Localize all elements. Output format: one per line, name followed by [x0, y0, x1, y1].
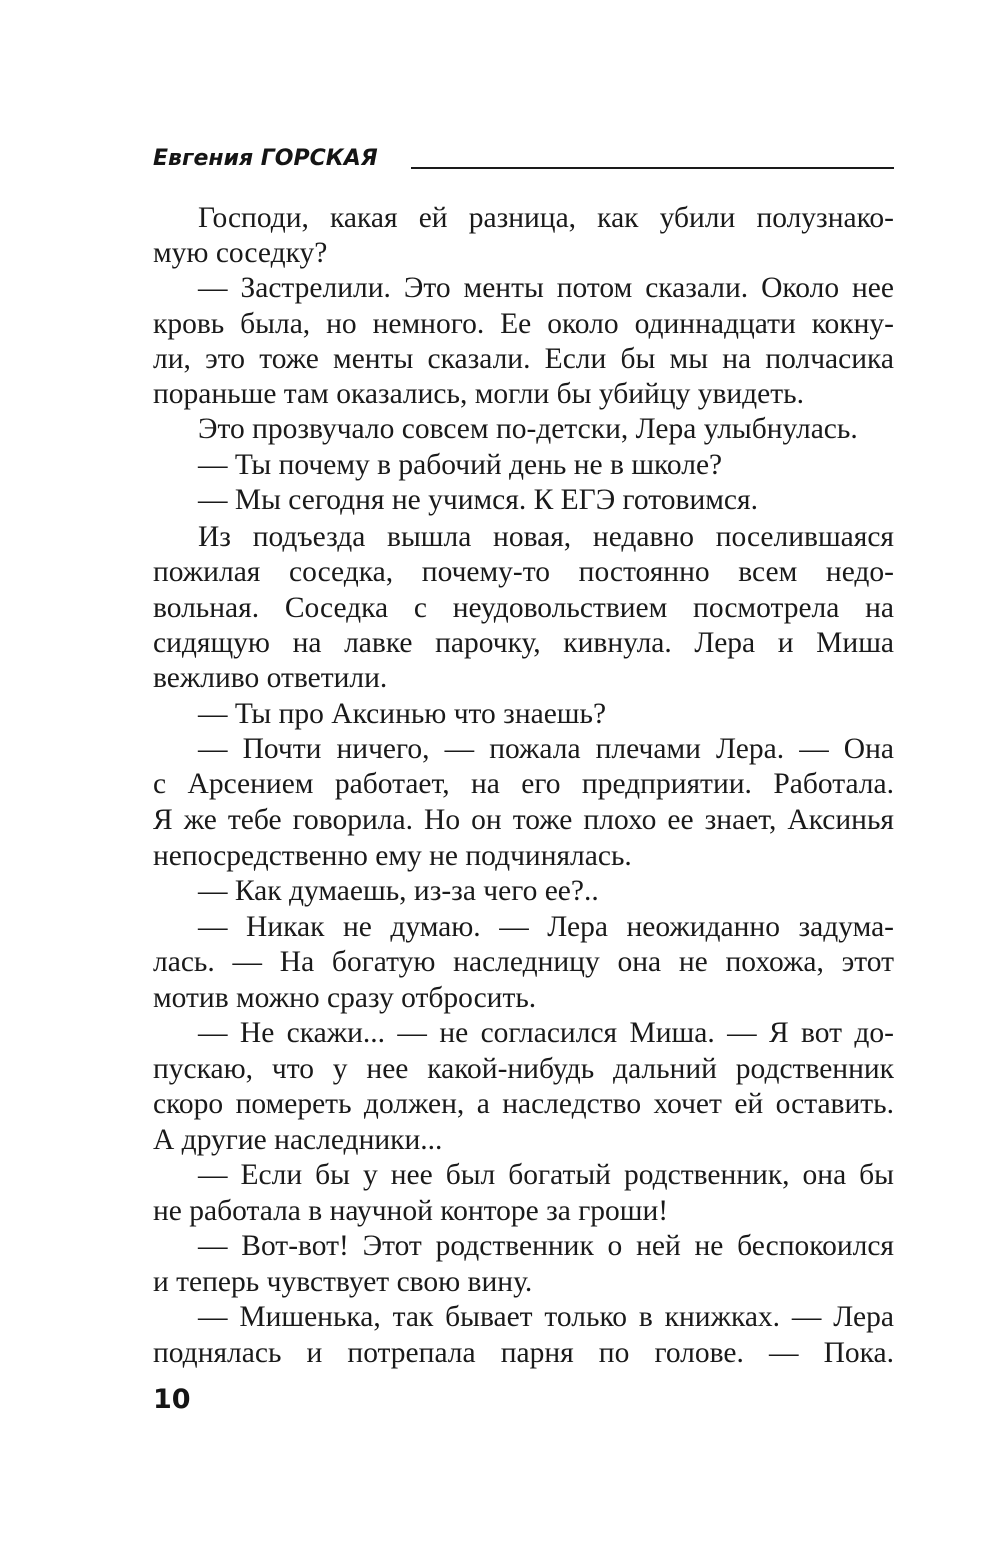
text-line: Господи, какая ей разница, как убили полузнако- [198, 202, 894, 234]
text-line: Это прозвучало совсем по-детски, Лера улыбнулась. [198, 413, 858, 445]
text-line: сидящую на лавке парочку, кивнула. Лера и Миша [153, 627, 894, 659]
text-line: пораньше там оказались, могли бы убийцу увидеть. [153, 378, 804, 410]
running-head [153, 146, 894, 176]
text-line: вольная. Соседка с неудовольствием посмотрела на [153, 592, 894, 624]
text-line: — Застрелили. Это менты потом сказали. Около нее [198, 272, 894, 304]
text-line: мотив можно сразу отбросить. [153, 982, 537, 1014]
text-line: и теперь чувствует свою вину. [153, 1266, 533, 1298]
text-line: мую соседку? [153, 237, 328, 269]
text-line: непосредственно ему не подчинялась. [153, 840, 632, 872]
author-name: Евгения ГОРСКАЯ [153, 146, 378, 171]
text-line: с Арсением работает, на его предприятии. Работала. [153, 768, 894, 800]
text-line: лась. — На богатую наследницу она не похожа, этот [153, 946, 894, 978]
text-line: — Почти ничего, — пожала плечами Лера. — Она [198, 733, 894, 765]
text-line: пожилая соседка, почему-то постоянно всем недо- [153, 556, 894, 588]
text-line: скоро помереть должен, а наследство хочет ей оставить. [153, 1088, 894, 1120]
text-line: А другие наследники... [153, 1124, 443, 1156]
text-line: — Ты почему в рабочий день не в школе? [198, 449, 723, 481]
text-line: — Ты про Аксинью что знаешь? [198, 698, 607, 730]
text-line: пускаю, что у нее какой-нибудь дальний родственник [153, 1053, 894, 1085]
text-line: Из подъезда вышла новая, недавно поселившаяся [198, 521, 894, 553]
text-line: — Как думаешь, из-за чего ее?.. [198, 875, 599, 907]
text-line: вежливо ответили. [153, 662, 388, 694]
text-line: — Если бы у нее был богатый родственник, она бы [198, 1159, 894, 1191]
header-rule [411, 167, 894, 169]
text-line: — Никак не думаю. — Лера неожиданно задума- [198, 911, 894, 943]
text-line: — Мы сегодня не учимся. К ЕГЭ готовимся. [198, 484, 758, 516]
page-number: 10 [153, 1384, 191, 1415]
text-line: Я же тебе говорила. Но он тоже плохо ее знает, Аксинья [153, 804, 894, 836]
text-line: не работала в научной конторе за гроши! [153, 1195, 669, 1227]
text-line: — Не скажи... — не согласился Миша. — Я вот до- [198, 1017, 894, 1049]
text-line: поднялась и потрепала парня по голове. — Пока. [153, 1337, 894, 1369]
text-line: кровь была, но немного. Ее около одиннадцати кокну- [153, 308, 894, 340]
text-line: ли, это тоже менты сказали. Если бы мы на полчасика [153, 343, 894, 375]
text-line: — Вот-вот! Этот родственник о ней не беспокоился [198, 1230, 894, 1262]
text-line: — Мишенька, так бывает только в книжках. — Лера [198, 1301, 894, 1333]
